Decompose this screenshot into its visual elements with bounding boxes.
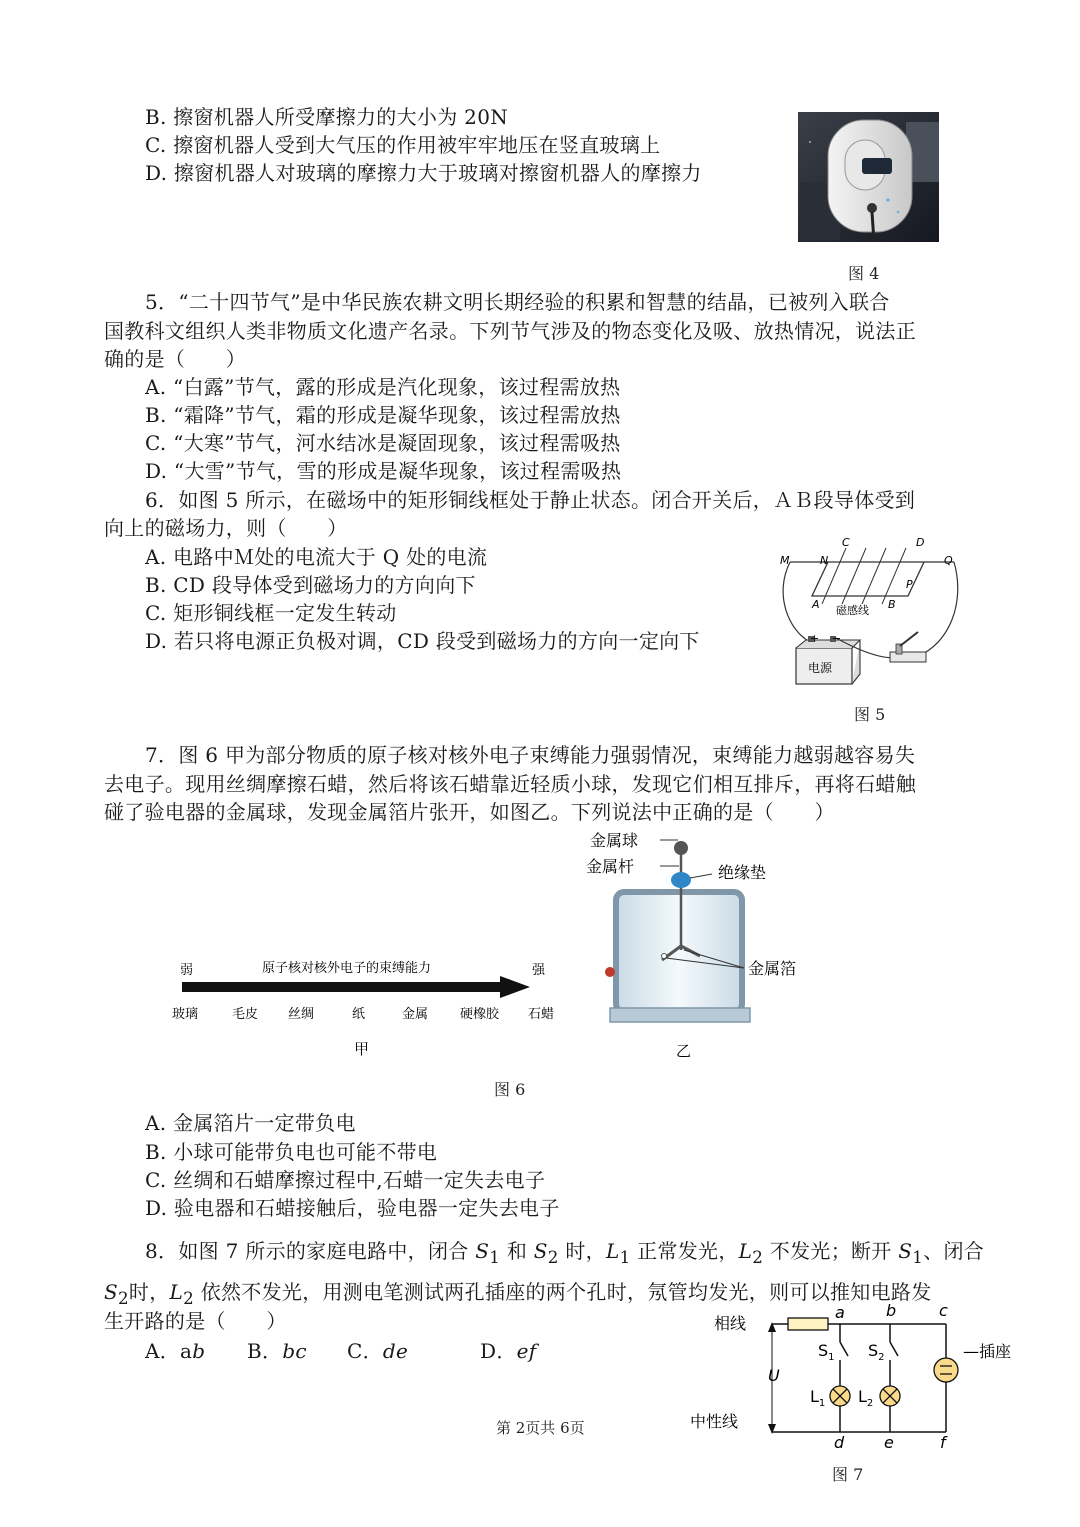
q5-stem-line3: 确的是（ ） [104, 347, 247, 371]
q5-option-a: A. “白露”节气，露的形成是汽化现象，该过程需放热 [145, 375, 621, 399]
scale-arrow-shaft [182, 982, 502, 992]
q4-option-d: D. 擦窗机器人对玻璃的摩擦力大于玻璃对擦窗机器人的摩擦力 [145, 161, 702, 185]
page-footer: 第 2页共 6页 [496, 1419, 585, 1437]
socket [934, 1358, 958, 1382]
label-insulating-pad: 绝缘垫 [718, 863, 767, 882]
fuse [788, 1318, 828, 1330]
label-s1: $S_1$ [818, 1341, 835, 1363]
switch-s2 [890, 1342, 898, 1356]
label-Q: Q [944, 554, 953, 567]
q7-stem-line1: 7．图 6 甲为部分物质的原子核对核外电子束缚能力强弱情况，束缚能力越弱越容易失 [145, 743, 916, 767]
figure-7-circuit [684, 1300, 1024, 1454]
q6-option-b: B. CD 段导体受到磁场力的方向向下 [145, 573, 476, 597]
scale-material-label: 丝绸 [288, 1007, 315, 1022]
metal-ball [674, 841, 688, 855]
q8-stem-line3: 生开路的是（ ） [104, 1309, 287, 1333]
electroscope-frame [616, 892, 742, 1012]
label-e: e [884, 1433, 894, 1452]
label-neutral: 中性线 [690, 1412, 739, 1431]
label-metal-rod: 金属杆 [586, 857, 635, 876]
q6-option-d: D. 若只将电源正负极对调，CD 段受到磁场力的方向一定向下 [145, 629, 700, 653]
q7-stem-line3: 碰了验电器的金属球，发现金属箔片张开，如图乙。下列说法中正确的是（ ） [104, 800, 835, 824]
switch-s1 [840, 1342, 848, 1356]
label-live: 相线 [714, 1314, 747, 1333]
label-a: a [835, 1303, 845, 1322]
figure-6a-scale [166, 950, 586, 1060]
label-l2: $L_2$ [858, 1387, 874, 1409]
switch [890, 652, 926, 662]
field-label: 磁感线 [836, 604, 869, 617]
scale-material-label: 金属 [402, 1007, 429, 1022]
q8-option-b: B．bc [247, 1339, 307, 1363]
battery-minus: − [832, 632, 842, 645]
label-U: U [768, 1366, 780, 1385]
q6-stem-line2: 向上的磁场力，则（ ） [104, 516, 348, 540]
q5-option-b: B. “霜降”节气，霜的形成是凝华现象，该过程需放热 [145, 403, 621, 427]
figure-6-caption: 图 6 [494, 1080, 526, 1099]
q6-option-a: A. 电路中Ｍ处的电流大于 Q 处的电流 [145, 545, 488, 569]
q8-option-c: C．de [347, 1339, 409, 1363]
q4-option-c: C. 擦窗机器人受到大气压的作用被牢牢地压在竖直玻璃上 [145, 133, 661, 157]
label-s2: $S_2$ [868, 1341, 885, 1363]
q8-option-d: D．ef [480, 1339, 537, 1363]
q5-option-d: D. “大雪”节气，雪的形成是凝华现象，该过程需吸热 [145, 459, 622, 483]
q7-option-c: C. 丝绸和石蜡摩擦过程中,石蜡一定失去电子 [145, 1168, 546, 1192]
figure-7-caption: 图 7 [832, 1465, 864, 1484]
q7-option-a: A. 金属箔片一定带负电 [145, 1111, 356, 1135]
q8-stem-line1: 8．如图 7 所示的家庭电路中，闭合 $S_1$ 和 $S_2$ 时，$L_1$ 正常发光，$L_2$ 不发光；断开 $S_1$、闭合 [145, 1239, 985, 1267]
scale-weak: 弱 [180, 963, 194, 978]
label-P: P [906, 578, 913, 591]
q5-option-c: C. “大寒”节气，河水结冰是凝固现象，该过程需吸热 [145, 431, 621, 455]
label-C: C [842, 536, 850, 549]
figure-6a-caption: 甲 [354, 1040, 370, 1058]
battery-plus: + [810, 632, 820, 645]
insulating-pad [671, 872, 691, 888]
q8-stem-line2: $S_2$时，$L_2$ 依然不发光，用测电笔测试两孔插座的两个孔时，氖管均发光，则可以推知电路发 [104, 1280, 932, 1308]
label-d: d [834, 1433, 845, 1452]
scale-material-label: 石蜡 [528, 1007, 555, 1022]
figure-4-robot-photo [798, 112, 939, 242]
scale-title: 原子核对核外电子的束缚能力 [262, 961, 432, 976]
q6-stem-line1: 6．如图 5 所示，在磁场中的矩形铜线框处于静止状态。闭合开关后，ＡＢ段导体受到 [145, 488, 916, 512]
q7-option-b: B. 小球可能带负电也可能不带电 [145, 1140, 438, 1164]
label-l1: $L_1$ [810, 1387, 826, 1409]
scale-material-label: 玻璃 [172, 1007, 199, 1022]
q5-stem-line1: 5．“二十四节气”是中华民族农耕文明长期经验的积累和智慧的结晶，已被列入联合 [145, 290, 890, 314]
battery-label: 电源 [808, 661, 833, 675]
q4-option-b: B. 擦窗机器人所受摩擦力的大小为 20N [145, 105, 509, 129]
scale-material-label: 纸 [352, 1007, 366, 1022]
label-N: N [820, 554, 829, 567]
label-metal-foil: 金属箔 [748, 959, 797, 978]
scale-material-label: 硬橡胶 [460, 1007, 500, 1022]
label-A: A [812, 598, 820, 611]
label-D: D [916, 536, 925, 549]
figure-4-caption: 图 4 [848, 264, 880, 283]
label-metal-ball: 金属球 [590, 831, 639, 850]
label-socket: —插座 [963, 1342, 1012, 1361]
scale-strong: 强 [532, 963, 546, 978]
q7-option-d: D. 验电器和石蜡接触后，验电器一定失去电子 [145, 1196, 560, 1220]
label-b: b [886, 1301, 897, 1320]
figure-5-diagram [768, 534, 968, 690]
scale-materials [172, 1006, 554, 1022]
q8-option-a: A．ab [145, 1339, 206, 1363]
scale-material-label: 毛皮 [232, 1007, 259, 1022]
label-c: c [939, 1301, 948, 1320]
figure-6b-caption: 乙 [676, 1042, 692, 1060]
label-B: B [888, 598, 896, 611]
label-M: M [780, 554, 790, 567]
label-f: f [940, 1433, 946, 1452]
q5-stem-line2: 国教科文组织人类非物质文化遗产名录。下列节气涉及的物态变化及吸、放热情况，说法正 [104, 319, 916, 343]
q7-stem-line2: 去电子。现用丝绸摩擦石蜡，然后将该石蜡靠近轻质小球，发现它们相互排斥，再将石蜡触 [104, 772, 916, 796]
figure-5-caption: 图 5 [854, 705, 886, 724]
figure-6b-electroscope [580, 826, 830, 1064]
scale-arrow-head [500, 976, 530, 998]
q6-option-c: C. 矩形铜线框一定发生转动 [145, 601, 397, 625]
